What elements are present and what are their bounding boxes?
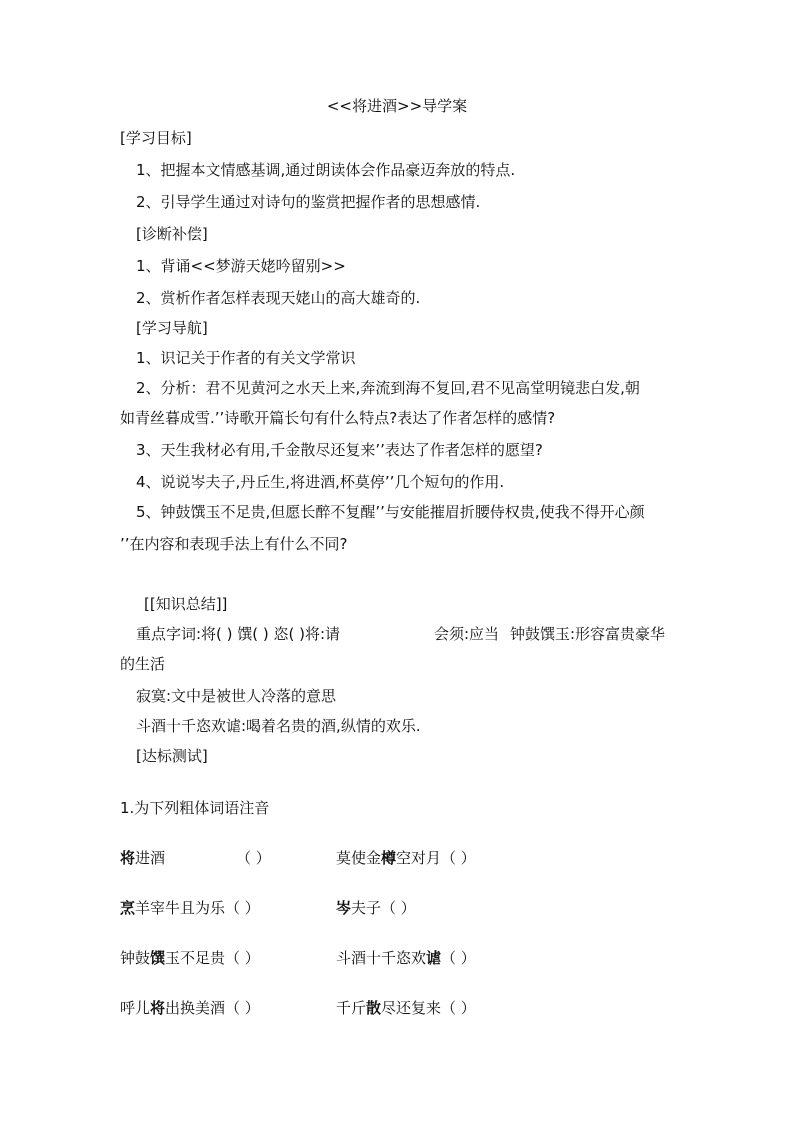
row-text: 呼儿 (120, 999, 151, 1017)
guide-item-5-cont: ’’在内容和表现手法上有什么不同? (120, 535, 348, 553)
row-text: 钟鼓 (120, 949, 151, 967)
bold-word: 樽 (381, 849, 397, 867)
test-row-3-right (336, 948, 476, 968)
test-row-1-left (120, 848, 165, 868)
bold-word: 将 (150, 999, 166, 1017)
guide-item-1: 1、识记关于作者的有关文学常识 (136, 349, 356, 367)
guide-item-2: 2、分析：君不见黄河之水天上来,奔流到海不复回,君不见高堂明镜悲白发,朝 (136, 379, 640, 397)
guide-heading: [学习导航] (136, 319, 208, 337)
row-text: 千斤 (336, 999, 367, 1017)
test-question-1: 1.为下列粗体词语注音 (120, 799, 270, 817)
row-text: 空对月（ ） (396, 849, 476, 867)
summary-line-1c: 钟鼓馔玉:形容富贵豪华 (510, 625, 666, 643)
test-row-3-left (120, 948, 260, 968)
row-text: （ ） (441, 949, 476, 967)
test-row-4-right (336, 998, 476, 1018)
row-text: 玉不足贵（ ） (165, 949, 260, 967)
document-title: <<将进酒>>导学案 (326, 97, 468, 115)
row-text: 莫使金 (336, 849, 382, 867)
diagnosis-heading: [诊断补偿] (136, 225, 208, 243)
guide-item-2-cont: 如青丝暮成雪.’’诗歌开篇长句有什么特点?表达了作者怎样的感情? (120, 409, 556, 427)
bold-word: 岑 (336, 899, 352, 917)
row-text: 羊宰牛且为乐（ ） (135, 899, 260, 917)
bold-word: 烹 (120, 899, 136, 917)
bold-word: 谑 (426, 949, 442, 967)
test-row-1-right (336, 848, 476, 868)
bold-word: 散 (366, 999, 382, 1017)
guide-item-3: 3、天生我材必有用,千金散尽还复来’’表达了作者怎样的愿望? (136, 441, 543, 459)
summary-line-4: 斗酒十千恣欢谑:喝着名贵的酒,纵情的欢乐. (136, 717, 421, 735)
row-text: 尽还复来（ ） (381, 999, 476, 1017)
bold-word: 将 (120, 849, 136, 867)
summary-heading: [[知识总结]] (144, 595, 228, 613)
test-row-2-left (120, 898, 260, 918)
row-text: 出换美酒（ ） (165, 999, 260, 1017)
goals-heading: [学习目标] (120, 129, 192, 147)
guide-item-4: 4、说说岑夫子,丹丘生,将进酒,杯莫停’’几个短句的作用. (136, 473, 505, 491)
test-row-2-right (336, 898, 416, 918)
summary-line-1b: 会须:应当 (434, 625, 500, 643)
row-text: 斗酒十千恣欢 (336, 949, 427, 967)
test-row-1-paren: （ ） (236, 849, 271, 867)
diagnosis-item-2: 2、赏析作者怎样表现天姥山的高大雄奇的. (136, 289, 421, 307)
row-text: 进酒 (135, 849, 166, 867)
summary-line-1a: 重点字词:将( ) 馔( ) 恣( )将:请 (136, 625, 341, 643)
summary-line-2: 的生活 (120, 655, 166, 673)
goals-item-1: 1、把握本文情感基调,通过朗读体会作品豪迈奔放的特点. (136, 161, 516, 179)
test-heading: [达标测试] (136, 747, 208, 765)
bold-word: 馔 (150, 949, 166, 967)
diagnosis-item-1: 1、背诵<<梦游天姥吟留别>> (136, 257, 346, 275)
row-text: 夫子（ ） (351, 899, 416, 917)
test-row-4-left (120, 998, 260, 1018)
goals-item-2: 2、引导学生通过对诗句的鉴赏把握作者的思想感情. (136, 193, 481, 211)
summary-line-3: 寂寞:文中是被世人冷落的意思 (136, 687, 337, 705)
guide-item-5: 5、钟鼓馔玉不足贵,但愿长醉不复醒’’与安能摧眉折腰侍权贵,使我不得开心颜 (136, 503, 645, 521)
